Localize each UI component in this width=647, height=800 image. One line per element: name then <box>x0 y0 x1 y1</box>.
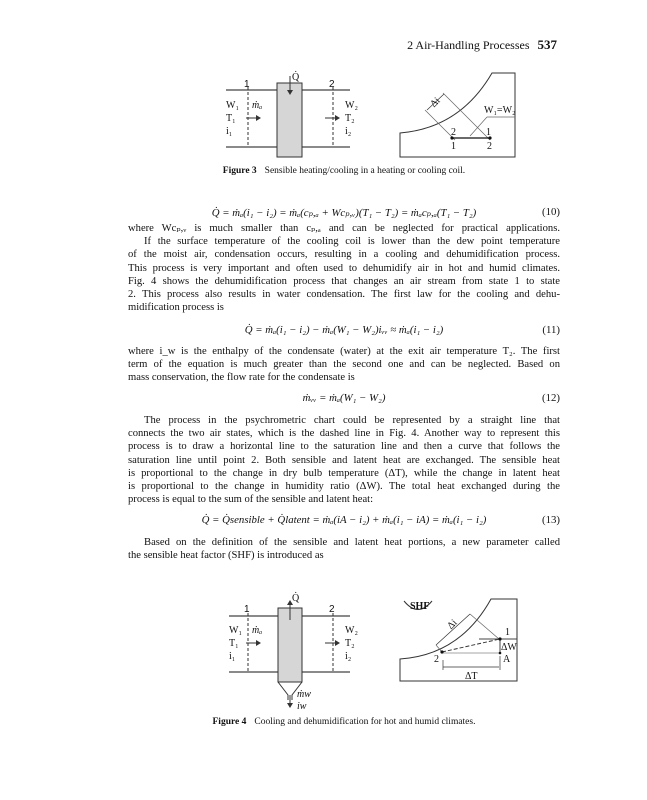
figure-label: 1 <box>486 127 491 138</box>
equation-13-number: (13) <box>542 514 560 526</box>
q-label: Q̇ <box>292 72 300 83</box>
figure-label: W₂ <box>345 625 358 636</box>
figure-label: 2 <box>434 654 439 665</box>
text-line: The process in the psychrometric chart could be represented by a straight line that <box>144 415 560 426</box>
figure3-caption: Figure 3 Sensible heating/cooling in a heating or cooling coil. <box>222 166 466 176</box>
figure-label: W₁ <box>226 100 239 111</box>
text-line: connects the two air states, which is the dashed line in Fig. 4. Another way to represent this <box>128 428 560 440</box>
paragraph-2 <box>128 345 560 385</box>
text-line: Fig. 4 shows the dehumidification process that changes an air stream from state 1 to state <box>128 275 560 287</box>
text-line: saturation line until point 2. Both sensible and latent heat are exchanged. The sensible heat <box>128 454 560 466</box>
figure-label: A <box>503 654 511 665</box>
page-number: 537 <box>537 37 557 52</box>
figure4-coil-diagram <box>229 592 358 712</box>
text-line: If the surface temperature of the cooling coil is lower than the dew point temperature <box>144 236 560 248</box>
figure-label: T₁ <box>229 638 239 649</box>
figure-label: 2 <box>329 604 335 615</box>
equation-11: Q̇ = ṁₐ(i₁ − i₂) − ṁₐ(W₁ − W₂)iᵥᵥ ≈ ṁₐ(i₁ − i₂) <box>244 324 444 336</box>
paragraph-3 <box>128 414 560 506</box>
figure-label: i₁ <box>226 126 233 137</box>
figure-label: Q̇ <box>292 593 300 604</box>
figure-label: T₁ <box>226 113 236 124</box>
figure-label: i₁ <box>229 651 236 662</box>
figure-label: ΔW <box>501 642 517 653</box>
state2-label: 2 <box>329 79 335 90</box>
figure3-psychrometric-chart <box>400 73 516 157</box>
figure3-coil-diagram <box>226 71 358 157</box>
text-line: is proportional to the change in dry bulb temperature (ΔT), while the change in latent heat <box>128 467 560 479</box>
text-line: where i_w is the enthalpy of the condensate (water) at the exit air temperature T₂. The first <box>128 346 560 357</box>
figure-label: T₂ <box>345 638 355 649</box>
figure-label: 2 <box>451 127 456 138</box>
text-line: where Wcₚ,ᵥ is much smaller than cₚ,ₐ and can be neglected for practical applications. <box>128 223 560 234</box>
figure-label: Δi <box>445 617 460 632</box>
text-line: mass conservation, the flow rate for the condensate is <box>128 372 355 384</box>
figure-label: W₂ <box>345 100 358 111</box>
text-line: midification process is <box>128 302 224 314</box>
figure-label: ṁw <box>297 689 311 700</box>
text-line: the sensible heat factor (SHF) is introduced as <box>128 550 324 562</box>
section-title: 2 Air-Handling Processes <box>407 38 530 52</box>
text-line: of the moist air, condensation occurs, resulting in a cooling and dehumidification process. <box>128 249 560 261</box>
figure-label: i₂ <box>345 126 352 137</box>
figure-label: 2 <box>487 141 492 152</box>
equation-10-number: (10) <box>542 206 560 218</box>
text-line: process is to draw a horizontal line to the saturation line and then a curve that follows the <box>128 441 560 453</box>
equation-12-number: (12) <box>542 392 560 404</box>
figure-label: Δi <box>428 95 443 110</box>
equation-13: Q̇ = Q̇sensible + Q̇latent = ṁₐ(iA − i₂) + ṁₐ(i₁ − iA) = ṁₐ(i₁ − i₂) <box>201 514 487 526</box>
figure-label: ṁₐ <box>252 100 263 111</box>
paragraph-4 <box>128 536 560 562</box>
text-line: 2. This process also results in water condensation. The first law for the cooling and dehu- <box>128 288 560 300</box>
figure-label: 1 <box>505 627 510 638</box>
paragraph-1 <box>128 222 560 314</box>
text-line: term of the equation is much greater than the second one and can be neglected. Based on <box>128 359 560 371</box>
text-line: This process is very important and often used to dehumidify air in hot and humid climates. <box>128 262 560 274</box>
figure-label: iw <box>297 701 307 712</box>
figure4-psychrometric-chart <box>400 599 517 682</box>
equation-12: ṁᵥᵥ = ṁₐ(W₁ − W₂) <box>302 392 386 404</box>
figure-label: 1 <box>244 604 250 615</box>
equation-11-number: (11) <box>542 324 560 336</box>
figure-label: T₂ <box>345 113 355 124</box>
shf-protractor-label: SHF <box>410 601 430 612</box>
state1-label: 1 <box>244 79 250 90</box>
figure-label: 1 <box>451 141 456 152</box>
text-line: process is equal to the sum of the sensible and latent heat: <box>128 494 374 506</box>
figure-label: ΔT <box>465 671 478 682</box>
equation-10: Q̇ = ṁₐ(i₁ − i₂) = ṁₐ(cₚ,ₐ + Wcₚ,ᵥ)(T₁ − T₂) = ṁₐcₚ,ₐ(T₁ − T₂) <box>211 207 477 219</box>
figure-label: i₂ <box>345 651 352 662</box>
figure4-caption: Figure 4 Cooling and dehumidification for hot and humid climates. <box>212 717 476 727</box>
figure-label: W₁ <box>229 625 242 636</box>
figure-label: W₁=W₂ <box>484 105 516 116</box>
figure-label: ṁₐ <box>252 625 263 636</box>
text-line: is proportional to the change in humidity ratio (ΔW). The total heat exchanged during the <box>128 480 560 492</box>
text-line: Based on the definition of the sensible and latent heat portions, a new parameter called <box>144 537 560 548</box>
